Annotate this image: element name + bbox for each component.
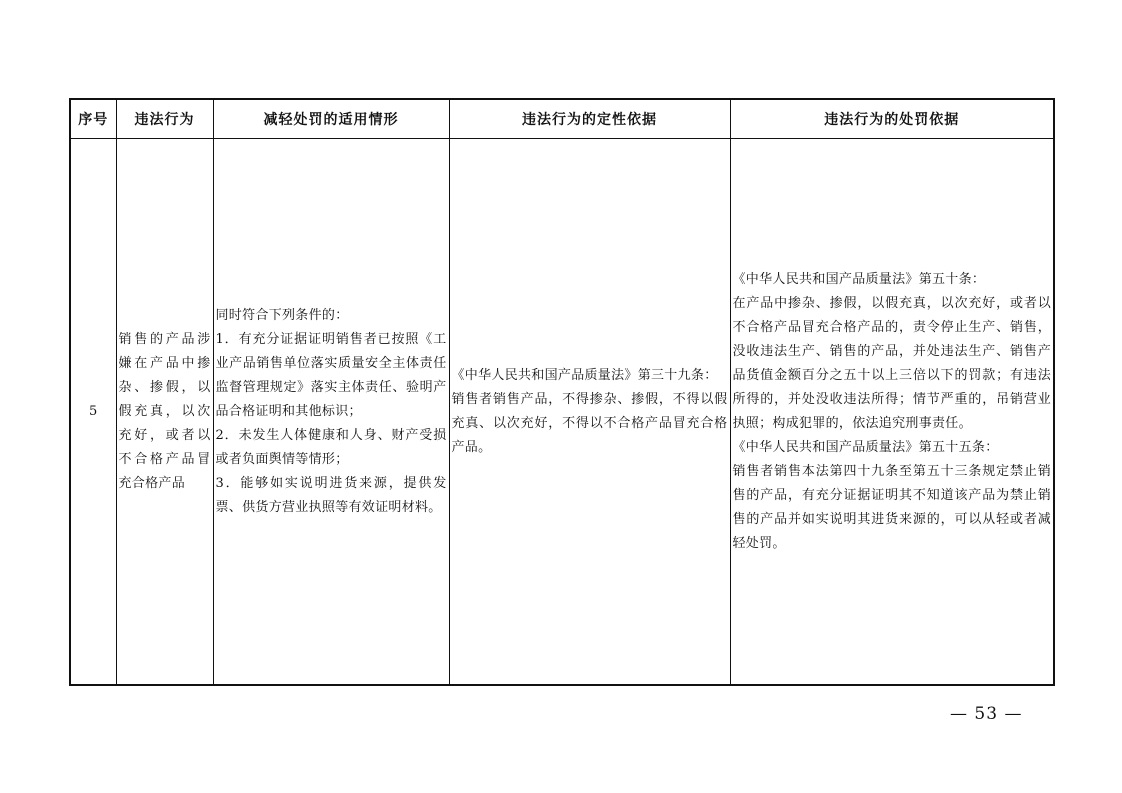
violation-text: 销售的产品涉嫌在产品中掺杂、掺假，以假充真，以次充好，或者以不合格产品冒充合格产品: [118, 331, 211, 491]
penalty-table: [69, 98, 1055, 686]
header-seq: 序号: [70, 99, 116, 139]
penalty-text-55: 销售者销售本法第四十九条至第五十三条规定禁止销售的产品，有充分证据证明其不知道该产品为禁止销售的产品并如实说明其进货来源的，可以从轻或者减轻处罚。: [732, 463, 1051, 551]
cell-characterization: [449, 139, 730, 686]
mitigation-condition-1: 1．有充分证据证明销售者已按照《工业产品销售单位落实质量安全主体责任监督管理规定》落实主体责任、验明产品合格证明和其他标识；: [215, 331, 447, 419]
mitigation-intro: 同时符合下列条件的：: [215, 307, 349, 323]
penalty-article-55: 《中华人民共和国产品质量法》第五十五条：: [732, 439, 999, 455]
penalty-article-50: 《中华人民共和国产品质量法》第五十条：: [732, 271, 986, 287]
mitigation-condition-2: 2．未发生人体健康和人身、财产受损或者负面舆情等情形；: [215, 427, 447, 467]
characterization-text: 销售者销售产品，不得掺杂、掺假，不得以假充真、以次充好，不得以不合格产品冒充合格产品。: [451, 391, 728, 455]
cell-mitigation: [213, 139, 449, 686]
mitigation-condition-3: 3．能够如实说明进货来源，提供发票、供货方营业执照等有效证明材料。: [215, 475, 447, 515]
table-header-row: [70, 99, 1054, 139]
header-characterization: 违法行为的定性依据: [449, 99, 730, 139]
page-number: — 53 —: [950, 704, 1023, 724]
table-row: [70, 139, 1054, 686]
penalty-text-50: 在产品中掺杂、掺假，以假充真，以次充好，或者以不合格产品冒充合格产品的，责令停止生产、销售，没收违法生产、销售的产品，并处违法生产、销售产品货值金额百分之五十以上三倍以下的罚款；有违法所得的，并处没收违法所得；情节严重的，吊销营业执照；构成犯罪的，依法追究刑事责任。: [732, 295, 1051, 431]
cell-penalty: [730, 139, 1054, 686]
header-violation: 违法行为: [116, 99, 213, 139]
header-mitigation: 减轻处罚的适用情形: [213, 99, 449, 139]
cell-violation: [116, 139, 213, 686]
cell-seq: 5: [70, 139, 116, 686]
characterization-article: 《中华人民共和国产品质量法》第三十九条：: [451, 367, 718, 383]
header-penalty: 违法行为的处罚依据: [730, 99, 1054, 139]
